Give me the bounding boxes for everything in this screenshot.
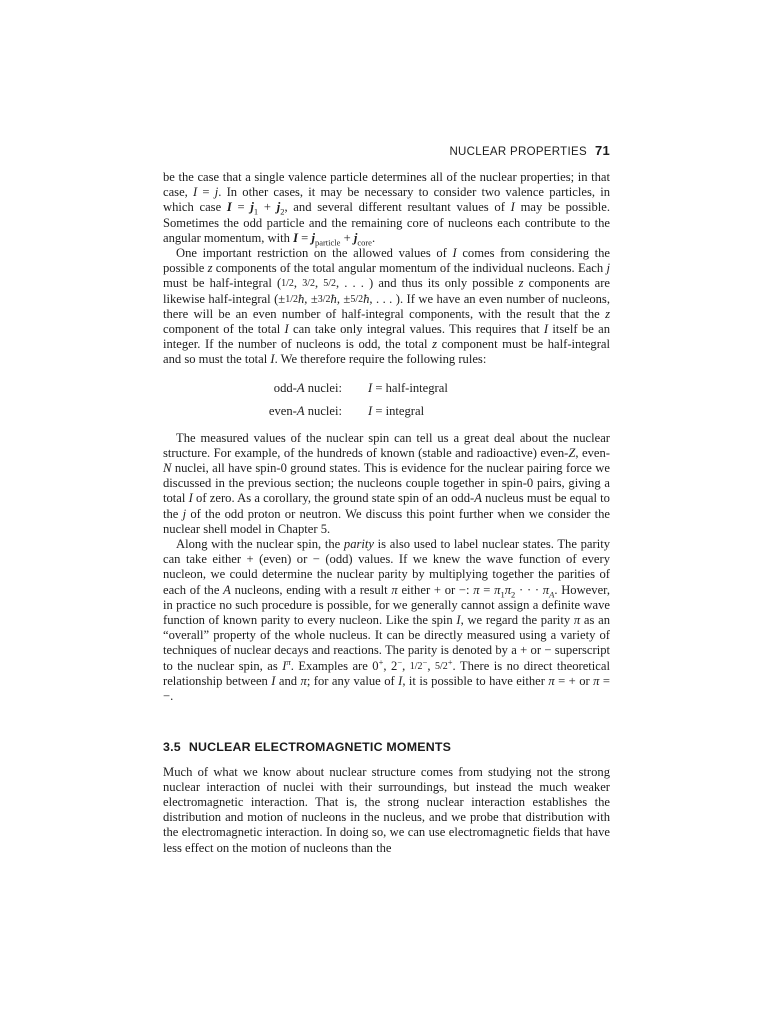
body-text [163, 170, 610, 856]
text-run: of zero. As a corollary, the ground state spin of an odd- [192, 491, 475, 506]
text-run: be the case that a single valence particle determines all of the nuclear properties; in that case, [163, 170, 610, 200]
math-symbol: A [223, 582, 231, 597]
fraction: 1/2 [409, 660, 423, 672]
text-run: , ± [304, 291, 318, 306]
math-symbol: j [606, 261, 610, 276]
math-symbol: π [391, 582, 398, 597]
text-run: , . . . ) and thus its only possible [336, 276, 519, 291]
text-run: itself be an integer. If the number of nucleons is odd, the total [163, 322, 611, 352]
text-run: . [371, 230, 376, 245]
subscript: 1 [500, 589, 505, 600]
text-run: , it is possible to have either [402, 673, 549, 688]
text-run: can take only integral values. This requires that [288, 322, 544, 337]
text-run: , and several different resultant values of [284, 200, 511, 215]
text-run: , . . . ). If we have an even number of nucleons, there will be an even number of half-integral components, with the result that the [163, 291, 610, 321]
subscript: particle [314, 237, 341, 248]
section-title: NUCLEAR ELECTROMAGNETIC MOMENTS [188, 740, 452, 755]
text-run: as an “overall” property of the whole nucleus. It can be directly measured using a variety of techniques of nuclear decays and reactions. The parity is denoted by a + or − superscript to the nuclear spin, as [163, 613, 610, 673]
superscript: − [397, 656, 403, 667]
text-run: , even- [575, 445, 610, 460]
math-symbol: A [296, 403, 305, 418]
text-run: , [402, 658, 410, 673]
text-run: nuclei, all have spin-0 ground states. This is evidence for the nuclear pairing force we discussed in the previous section; the nucleons couple together in spin-0 pairs, giving a total [163, 461, 610, 506]
section-heading [163, 740, 610, 755]
subscript: core [357, 237, 372, 248]
paragraph-block-3 [163, 765, 610, 856]
rule-value [368, 381, 610, 396]
text-run: is also used to label nuclear states. The parity can take either + (even) or − (odd) values. If we knew the wave function of every nucleon, we could determine the nuclear parity by multiplying together the parities of each of the [163, 537, 610, 597]
math-symbol: π [593, 673, 600, 688]
math-symbol: π [542, 582, 550, 597]
fraction: 3/2 [317, 293, 331, 305]
paragraph-p4 [163, 537, 610, 704]
paragraph-p2 [163, 246, 610, 368]
rule-label [163, 404, 368, 419]
math-symbol: I [271, 673, 276, 688]
text-run: , 2 [383, 658, 398, 673]
math-symbol: N [163, 461, 172, 476]
running-head [163, 143, 610, 158]
fraction: 3/2 [302, 278, 315, 290]
math-symbol: z [207, 261, 213, 276]
text-run: component must be half-integral and so must the total [163, 337, 610, 367]
text-run: of the odd proton or neutron. We discuss this point further when we consider the nuclear shell model in Chapter 5. [163, 506, 611, 536]
text-run: component of the total [163, 322, 285, 337]
superscript: + [447, 656, 453, 667]
math-symbol: I [188, 491, 193, 506]
superscript: π [286, 656, 291, 667]
subscript: A [549, 589, 555, 600]
paragraph-block-1 [163, 170, 610, 368]
superscript: + [378, 656, 384, 667]
math-symbol: I [282, 658, 287, 673]
paragraph-p3 [163, 431, 610, 537]
running-head-title: NUCLEAR PROPERTIES [449, 146, 587, 158]
text-run: . There is no direct theoretical relationship between [163, 658, 610, 688]
math-symbol: I [193, 185, 198, 200]
math-symbol: j [214, 185, 219, 200]
vector-symbol: I [226, 200, 232, 215]
math-symbol: z [518, 276, 524, 291]
math-symbol: I [270, 352, 275, 367]
fraction: 1/2 [285, 293, 298, 305]
vector-symbol: j [276, 200, 281, 215]
subscript: 2 [511, 589, 516, 600]
math-symbol: A [296, 380, 305, 395]
text-run: . Examples are 0 [290, 658, 379, 673]
subscript: 1 [253, 206, 259, 217]
text-run: , [314, 276, 324, 291]
math-symbol: I [368, 380, 373, 395]
math-symbol: I [398, 673, 403, 688]
text-run: + [340, 230, 354, 245]
text-run: must be half-integral ( [163, 276, 282, 291]
text-run: components are likewise half-integral (± [163, 276, 610, 306]
text-run: comes from considering the possible [163, 246, 611, 276]
vector-symbol: j [311, 230, 315, 245]
vector-symbol: j [353, 230, 358, 245]
text-run: One important restriction on the allowed values of [176, 246, 453, 261]
text-run: either + or −: [397, 582, 474, 597]
page-number: 71 [594, 143, 610, 158]
paragraph-block-2 [163, 431, 610, 705]
text-run: , we regard the parity [460, 613, 574, 628]
math-symbol: z [605, 306, 610, 321]
text-run: nuclei: [304, 380, 342, 395]
math-symbol: π [300, 673, 307, 688]
text-run: + [258, 200, 277, 215]
math-symbol: I [284, 322, 289, 337]
math-symbol: parity [343, 537, 374, 552]
text-run: and [275, 673, 301, 688]
math-symbol: ħ [297, 291, 305, 306]
math-symbol: π [504, 582, 512, 597]
text-run: components of the total angular momentum of the individual nucleons. Each [212, 261, 607, 276]
fraction: 5/2 [350, 293, 364, 305]
math-symbol: I [368, 403, 373, 418]
math-symbol: I [456, 613, 461, 628]
text-run: nuclei: [304, 403, 342, 418]
text-run: Much of what we know about nuclear structure comes from studying not the strong nuclear interaction of nuclei with their surroundings, but instead the much weaker electromagnetic interaction. That is, the strong nuclear interaction establishes the distribution and motion of nucleons in the nucleus, and we probe that distribution with the electromagnetic interaction. In doing so, we can use electromagnetic fields that have less effect on the motion of nucleons than the [163, 764, 610, 855]
math-symbol: I [543, 322, 549, 337]
fraction: 1/2 [281, 278, 294, 290]
fraction: 5/2 [434, 660, 448, 672]
text-run: nucleus must be equal to the [163, 491, 610, 521]
text-run: = + or [554, 673, 594, 688]
text-run: · · · [515, 582, 543, 597]
section-number: 3.5 [163, 740, 181, 755]
math-symbol: π [548, 673, 555, 688]
text-run: The measured values of the nuclear spin can tell us a great deal about the nuclear structure. For example, of the hundreds of known (stable and radioactive) even- [163, 430, 610, 460]
text-run: . In other cases, it may be necessary to consider two valence particles, in which case [163, 185, 611, 215]
vector-symbol: j [250, 200, 254, 215]
text-run: nucleons, ending with a result [230, 582, 392, 597]
text-run: , ± [336, 291, 351, 306]
text-run: ; for any value of [306, 673, 399, 688]
math-symbol: j [182, 506, 187, 521]
math-symbol: π [473, 582, 480, 597]
math-symbol: π [573, 613, 581, 628]
text-run: = [298, 230, 312, 245]
math-symbol: π [494, 582, 501, 597]
math-symbol: z [432, 337, 438, 352]
text-run: may be possible. Sometimes the odd particle and the remaining core of nucleons each contribute to the angular momentum, with [163, 200, 611, 245]
superscript: − [422, 656, 428, 667]
rule-row [163, 400, 610, 423]
math-symbol: ħ [330, 291, 337, 306]
math-symbol: A [474, 491, 482, 506]
text-run: even- [268, 403, 297, 418]
text-run: = [197, 185, 215, 200]
text-run: , [427, 658, 435, 673]
spin-rules [163, 377, 610, 423]
text-run: = −. [163, 673, 610, 704]
vector-symbol: I [293, 230, 299, 245]
rule-row [163, 377, 610, 400]
paragraph-p1 [163, 170, 610, 246]
math-symbol: ħ [363, 291, 370, 306]
text-run: = half-integral [372, 380, 448, 395]
subscript: 2 [280, 206, 285, 217]
rule-value [368, 404, 610, 419]
text-run: odd- [273, 380, 297, 395]
text-run: = [479, 582, 495, 597]
paragraph-p5 [163, 765, 610, 856]
math-symbol: I [452, 246, 457, 261]
text-run: , [293, 276, 303, 291]
text-run: = integral [372, 403, 425, 418]
math-symbol: I [510, 200, 515, 215]
text-run: . We therefore require the following rules: [274, 352, 487, 367]
math-symbol: Z [568, 445, 576, 460]
text-run: Along with the nuclear spin, the [176, 537, 344, 552]
text-run: = [231, 200, 251, 215]
text-run: . However, in practice no such procedure is possible, for we generally cannot assign a definite wave function of known parity to every nucleon. Like the spin [163, 582, 610, 628]
fraction: 5/2 [323, 278, 337, 290]
rule-label [163, 381, 368, 396]
